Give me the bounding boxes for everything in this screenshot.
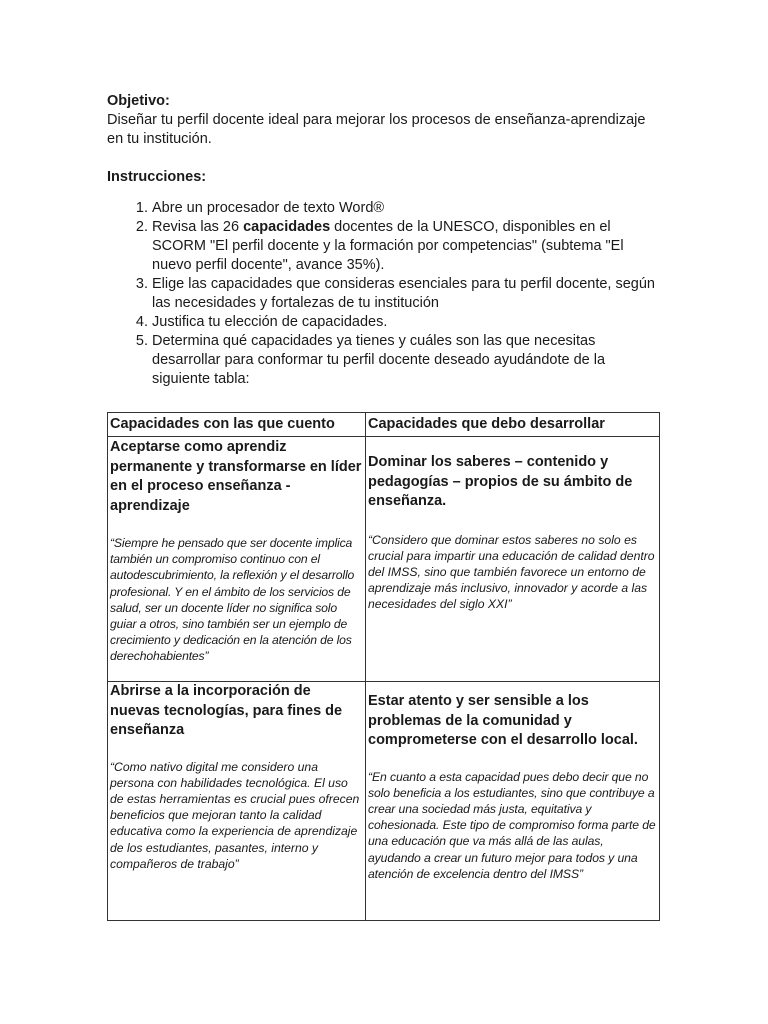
capacity-quote: “Siempre he pensado que ser docente implica también un compromiso continuo con el autodescubrimiento, la reflexión y el desarrollo profesional. Y en el ámbito de los servicios de salud, ser un docente líder no significa solo guiar a otros, sino también ser un ejemplo de crecimiento y dedicación en la atención de los derechohabientes” xyxy=(110,536,355,664)
capacity-quote: “Considero que dominar estos saberes no solo es crucial para impartir una educación de calidad dentro del IMSS, sino que también favorece un entorno de aprendizaje más inclusivo, innovador y acorde a las necesidades del siglo XXI” xyxy=(368,532,655,612)
table-row xyxy=(108,682,660,921)
instruction-item: 2. Revisa las 26 capacidades docentes de la UNESCO, disponibles en el SCORM "El perfil docente y la formación por competencias" (subtema "El nuevo perfil docente", avance 35%). xyxy=(152,218,659,275)
table-header-row xyxy=(108,413,660,437)
capacity-title: Aceptarse como aprendiz permanente y transformarse en líder en el proceso enseñanza - aprendizaje xyxy=(110,439,362,514)
cell-develop-1 xyxy=(366,437,660,682)
col-header-current: Capacidades con las que cuento xyxy=(108,413,366,437)
capacity-quote: “Como nativo digital me considero una persona con habilidades tecnológica. El uso de estas herramientas es crucial pues ofrecen beneficios que mejoran tanto la calidad educativa como la experiencia de aprendizaje de los estudiantes, pasantes, interno y compañeros de trabajo” xyxy=(110,759,360,871)
capacity-title: Dominar los saberes – contenido y pedagogías – propios de su ámbito de enseñanza. xyxy=(368,454,633,509)
cell-develop-2 xyxy=(366,682,660,921)
instruction-item: 4. Justifica tu elección de capacidades. xyxy=(152,313,659,332)
instruction-item: 3. Elige las capacidades que consideras esenciales para tu perfil docente, según las necesidades y fortalezas de tu institución xyxy=(152,275,659,313)
capacity-title: Estar atento y ser sensible a los problemas de la comunidad y comprometerse con el desarrollo local. xyxy=(368,693,638,748)
capacity-title: Abrirse a la incorporación de nuevas tecnologías, para fines de enseñanza xyxy=(110,683,343,738)
objective-text: Diseñar tu perfil docente ideal para mejorar los procesos de enseñanza-aprendizaje en tu institución. xyxy=(107,112,646,147)
col-header-develop: Capacidades que debo desarrollar xyxy=(366,413,660,437)
instruction-item: 5. Determina qué capacidades ya tienes y cuáles son las que necesitas desarrollar para conformar tu perfil docente deseado ayudándote de la siguiente tabla: xyxy=(152,332,659,389)
capacities-table xyxy=(107,412,660,921)
instruction-item: 1. Abre un procesador de texto Word® xyxy=(152,199,659,218)
objective-heading: Objetivo: xyxy=(107,93,170,109)
capacity-quote: “En cuanto a esta capacidad pues debo decir que no solo beneficia a los estudiantes, sino que contribuye a crear una sociedad más justa, equitativa y cohesionada. Este tipo de compromiso forma parte de una educación que va más allá de las aulas, ayudando a crear un futuro mejor para todos y una atención de excelencia dentro del IMSS” xyxy=(368,769,656,881)
cell-current-1 xyxy=(108,437,366,682)
instructions-list xyxy=(107,199,659,389)
instructions-heading: Instrucciones: xyxy=(107,169,207,185)
cell-current-2 xyxy=(108,682,366,921)
table-row xyxy=(108,437,660,682)
document-body xyxy=(107,92,659,389)
